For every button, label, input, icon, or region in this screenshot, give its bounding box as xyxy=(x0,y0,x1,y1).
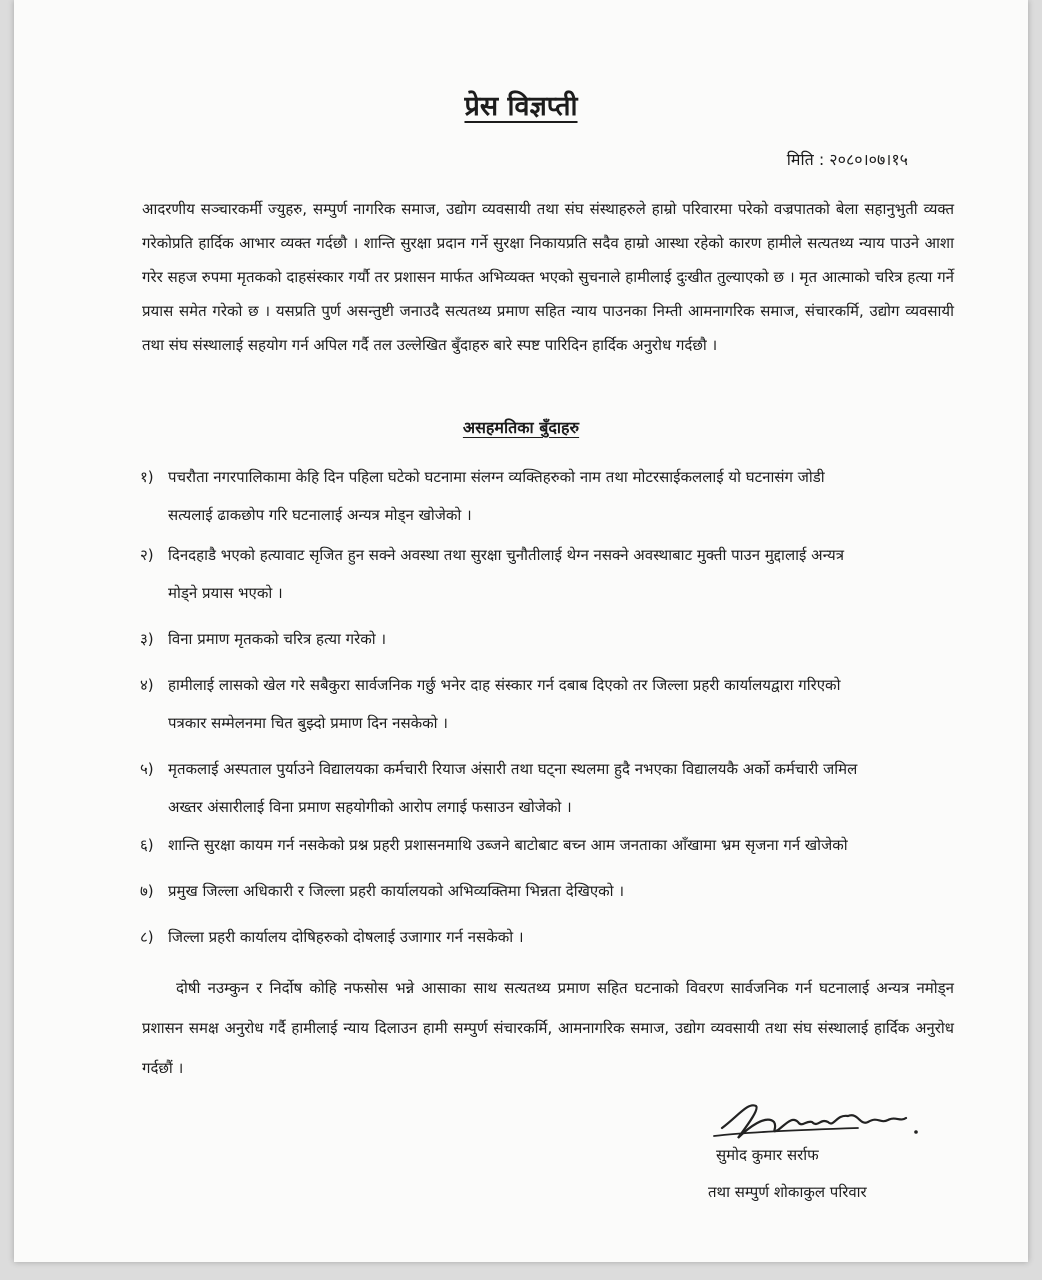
item-text: मृतकलाई अस्पताल पुर्याउने विद्यालयका कर्मचारी रियाज अंसारी तथा घट्ना स्थलमा हुदै नभएका विद्यालयकै अर्को कर्मचारी जमिल xyxy=(168,760,858,778)
list-item xyxy=(140,620,952,658)
item-number: ७) xyxy=(140,882,154,900)
signature-icon xyxy=(708,1092,928,1148)
signatory-name: सुमोद कुमार सर्राफ xyxy=(716,1146,819,1164)
signatory-family: तथा सम्पुर्ण शोकाकुल परिवार xyxy=(708,1183,867,1201)
list-item xyxy=(140,536,952,612)
item-text-continued: सत्यलाई ढाकछोप गरि घटनालाई अन्यत्र मोड्न खोजेको । xyxy=(168,506,472,524)
item-number: ३) xyxy=(140,630,154,648)
list-item xyxy=(140,918,952,956)
item-number: ८) xyxy=(140,928,154,946)
item-text: हामीलाई लासको खेल गरे सबैकुरा सार्वजनिक गर्छु भनेर दाह संस्कार गर्न दबाब दिएको तर जिल्ला प्रहरी कार्यालयद्वारा गरिएको xyxy=(168,676,841,694)
closing-paragraph: दोषी नउम्कुन र निर्दोष कोहि नफसोस भन्ने आसाका साथ सत्यतथ्य प्रमाण सहित घटनाको विवरण सार्वजनिक गर्न घटनालाई अन्यत्र नमोड्न प्रशासन समक्ष अनुरोध गर्दै हामीलाई न्याय दिलाउन हामी सम्पुर्ण संचारकर्मि, आमनागरिक समाज, उद्योग व्यवसायी तथा संघ संस्थालाई हार्दिक अनुरोध गर्दछौं । xyxy=(142,979,954,1077)
points-heading: असहमतिका बुँदाहरु xyxy=(462,418,580,437)
list-item xyxy=(140,872,952,910)
item-number: ६) xyxy=(140,836,154,854)
press-release-page xyxy=(14,0,1028,1262)
list-item xyxy=(140,826,952,864)
list-item xyxy=(140,458,952,534)
date-line: मिति : २०८०।०७।१५ xyxy=(786,150,908,169)
item-number: ४) xyxy=(140,676,154,694)
item-text-continued: अख्तर अंसारीलाई विना प्रमाण सहयोगीको आरोप लगाई फसाउन खोजेको । xyxy=(168,798,572,816)
list-item xyxy=(140,666,952,742)
list-item xyxy=(140,750,952,826)
item-number: ५) xyxy=(140,760,154,778)
item-text: शान्ति सुरक्षा कायम गर्न नसकेको प्रश्न प्रहरी प्रशासनमाथि उब्जने बाटोबाट बच्न आम जनताका आँखामा भ्रम सृजना गर्न खोजेको xyxy=(168,836,848,854)
item-text-continued: मोड्ने प्रयास भएको । xyxy=(168,584,283,602)
page-title: प्रेस विज्ञप्ती xyxy=(464,91,578,122)
item-number: २) xyxy=(140,546,154,564)
intro-paragraph: आदरणीय सञ्चारकर्मी ज्युहरु, सम्पुर्ण नागरिक समाज, उद्योग व्यवसायी तथा संघ संस्थाहरुले हाम्रो परिवारमा परेको वज्रपातको बेला सहानुभुती व्यक्त गरेकोप्रति हार्दिक आभार व्यक्त गर्दछौ । शान्ति सुरक्षा प्रदान गर्ने सुरक्षा निकायप्रति सदैव हाम्रो आस्था रहेको कारण हामीले सत्यतथ्य न्याय पाउने आशा गरेर सहज रुपमा मृतकको दाहसंस्कार गर्यौ तर प्रशासन मार्फत अभिव्यक्त भएको सुचनाले हामीलाई दुःखीत तुल्याएको छ । मृत आत्माको चरित्र हत्या गर्ने प्रयास समेत गरेको छ । यसप्रति पुर्ण असन्तुष्टी जनाउदै सत्यतथ्य प्रमाण सहित न्याय पाउनका निम्ती आमनागरिक समाज, संचारकर्मि, उद्योग व्यवसायी तथा संघ संस्थालाई सहयोग गर्न अपिल गर्दै तल उल्लेखित बुँदाहरु बारे स्पष्ट पारिदिन हार्दिक अनुरोध गर्दछौ । xyxy=(142,200,954,354)
item-text: जिल्ला प्रहरी कार्यालय दोषिहरुको दोषलाई उजागार गर्न नसकेको । xyxy=(168,928,524,946)
item-number: १) xyxy=(140,468,154,486)
item-text: विना प्रमाण मृतकको चरित्र हत्या गरेको । xyxy=(168,630,387,648)
item-text: दिनदहाडै भएको हत्यावाट सृजित हुन सक्ने अवस्था तथा सुरक्षा चुनौतीलाई थेग्न नसक्ने अवस्थाबाट मुक्ती पाउन मुद्दालाई अन्यत्र xyxy=(168,546,844,564)
item-text: प्रमुख जिल्ला अधिकारी र जिल्ला प्रहरी कार्यालयको अभिव्यक्तिमा भिन्नता देखिएको । xyxy=(168,882,625,900)
item-text-continued: पत्रकार सम्मेलनमा चित बुझ्दो प्रमाण दिन नसकेको । xyxy=(168,714,448,732)
item-text: पचरौता नगरपालिकामा केहि दिन पहिला घटेको घटनामा संलग्न व्यक्तिहरुको नाम तथा मोटरसाईकललाई यो घटनासंग जोडी xyxy=(168,468,825,486)
